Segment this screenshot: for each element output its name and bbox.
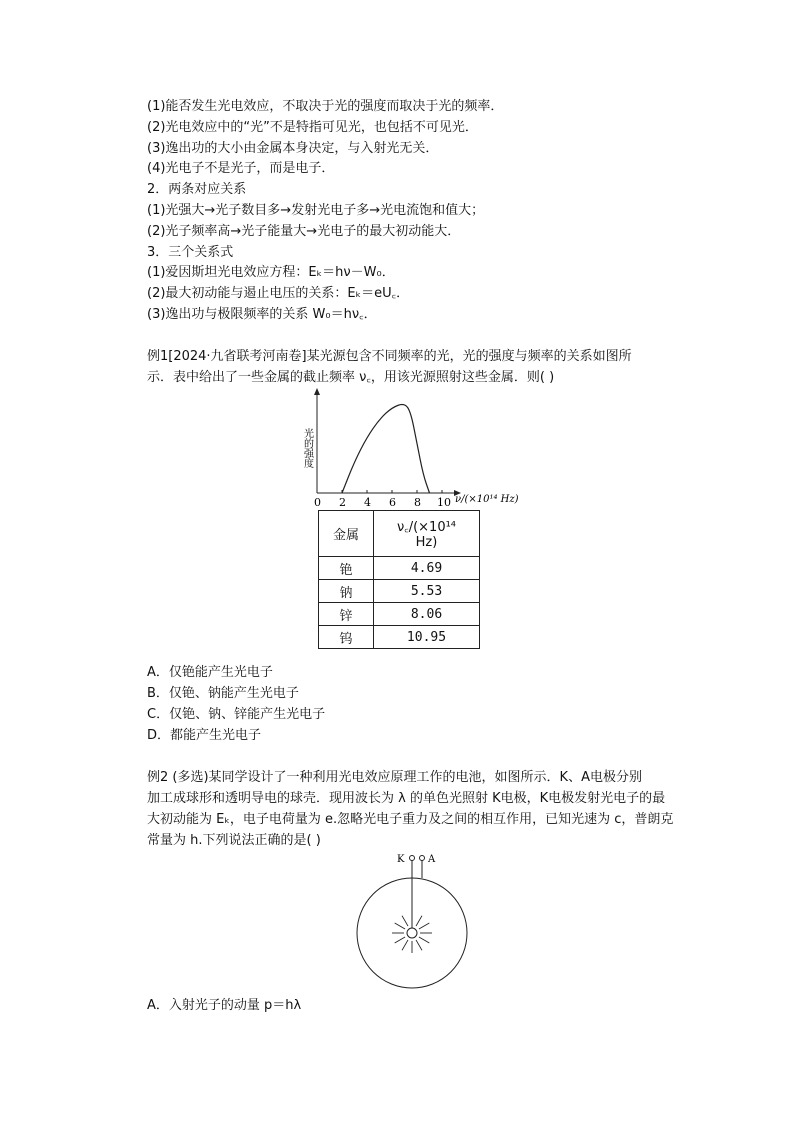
electron-ray	[402, 940, 408, 950]
table-cell-value: 5.53	[374, 580, 480, 603]
intensity-frequency-chart	[295, 388, 535, 508]
option-d: D．都能产生光电子	[147, 728, 262, 743]
terminal-a	[420, 856, 425, 861]
section-heading: 3．三个关系式	[147, 245, 234, 260]
example1-question-line2: 示．表中给出了一些金属的截止频率 ν꜀，用该光源照射这些金属．则( )	[147, 370, 555, 385]
formula-line: (3)逸出功与极限频率的关系 W₀＝hν꜀．	[147, 307, 377, 322]
note-line: (2)光子频率高→光子能量大→光电子的最大初动能大．	[147, 224, 461, 239]
option-b: B．仅铯、钠能产生光电子	[147, 686, 299, 701]
table-row	[319, 626, 480, 649]
label-a: A	[428, 854, 436, 865]
table-header-frequency-line1: ν꜀/(×10¹⁴	[396, 520, 457, 535]
electron-ray	[395, 923, 405, 929]
example2-question-line4: 常量为 h.下列说法正确的是( )	[147, 833, 321, 848]
electron-ray	[402, 916, 408, 926]
y-axis-label: 光的强度	[301, 428, 313, 468]
note-line: (1)能否发生光电效应，不取决于光的强度而取决于光的频率．	[147, 99, 504, 114]
option-a: A．仅铯能产生光电子	[147, 665, 273, 680]
table-header-frequency-line2: Hz)	[415, 535, 438, 550]
table-header-row	[319, 511, 480, 557]
table-header-metal: 金属	[319, 511, 374, 557]
section-heading: 2．两条对应关系	[147, 182, 247, 197]
example2-question-line2: 加工成球形和透明导电的球壳．现用波长为 λ 的单色光照射 K电极，K电极发射光电子的最	[147, 791, 666, 806]
x-tick-label: 8	[414, 496, 421, 508]
note-line: (3)逸出功的大小由金属本身决定，与入射光无关．	[147, 141, 439, 156]
example2-option-a: A．入射光子的动量 p＝hλ	[147, 998, 302, 1013]
y-axis-arrow	[314, 388, 320, 395]
table-row	[319, 557, 480, 580]
electron-ray	[419, 923, 429, 929]
photoelectric-cell-diagram	[355, 848, 470, 990]
table-cell-value: 8.06	[374, 603, 480, 626]
table-cell-value: 4.69	[374, 557, 480, 580]
note-line: (2)光电效应中的“光”不是特指可见光，也包括不可见光．	[147, 120, 478, 135]
electron-ray	[416, 940, 422, 950]
example1-question-line1: 例1[2024·九省联考河南卷]某光源包含不同频率的光，光的强度与频率的关系如图所	[147, 349, 632, 364]
electron-ray	[395, 937, 405, 943]
x-tick-label: 10	[437, 496, 451, 508]
table-row	[319, 603, 480, 626]
note-line: (1)光强大→光子数目多→发射光电子多→光电流饱和值大；	[147, 203, 485, 218]
table-cell-metal: 锌	[319, 603, 374, 626]
label-k: K	[397, 854, 405, 865]
example2-question-line3: 大初动能为 Eₖ，电子电荷量为 e.忽略光电子重力及之间的相互作用，已知光速为 c，普朗克	[147, 812, 674, 827]
cutoff-frequency-table	[318, 510, 480, 649]
intensity-curve	[342, 405, 430, 494]
cathode-sphere	[407, 928, 417, 938]
formula-line: (2)最大初动能与遏止电压的关系：Eₖ＝eU꜀．	[147, 286, 410, 301]
x-tick-label: 4	[364, 496, 371, 508]
example2-question-line1: 例2 (多选)某同学设计了一种利用光电效应原理工作的电池，如图所示．K、A电极分别	[147, 770, 642, 785]
electron-ray	[416, 916, 422, 926]
table-cell-metal: 钨	[319, 626, 374, 649]
x-axis-label: ν/(×10¹⁴ Hz)	[455, 494, 519, 505]
option-c: C．仅铯、钠、锌能产生光电子	[147, 707, 326, 722]
x-tick-label: 0	[314, 496, 321, 508]
table-cell-value: 10.95	[374, 626, 480, 649]
table-row	[319, 580, 480, 603]
electron-rays	[392, 913, 432, 953]
x-tick-label: 2	[339, 496, 346, 508]
note-line: (4)光电子不是光子，而是电子．	[147, 161, 335, 176]
table-cell-metal: 铯	[319, 557, 374, 580]
electron-ray	[419, 937, 429, 943]
terminal-k	[410, 856, 415, 861]
x-tick-label: 6	[389, 496, 396, 508]
table-header-frequency	[374, 511, 480, 557]
formula-line: (1)爱因斯坦光电效应方程：Eₖ＝hν－W₀．	[147, 265, 395, 280]
table-cell-metal: 钠	[319, 580, 374, 603]
